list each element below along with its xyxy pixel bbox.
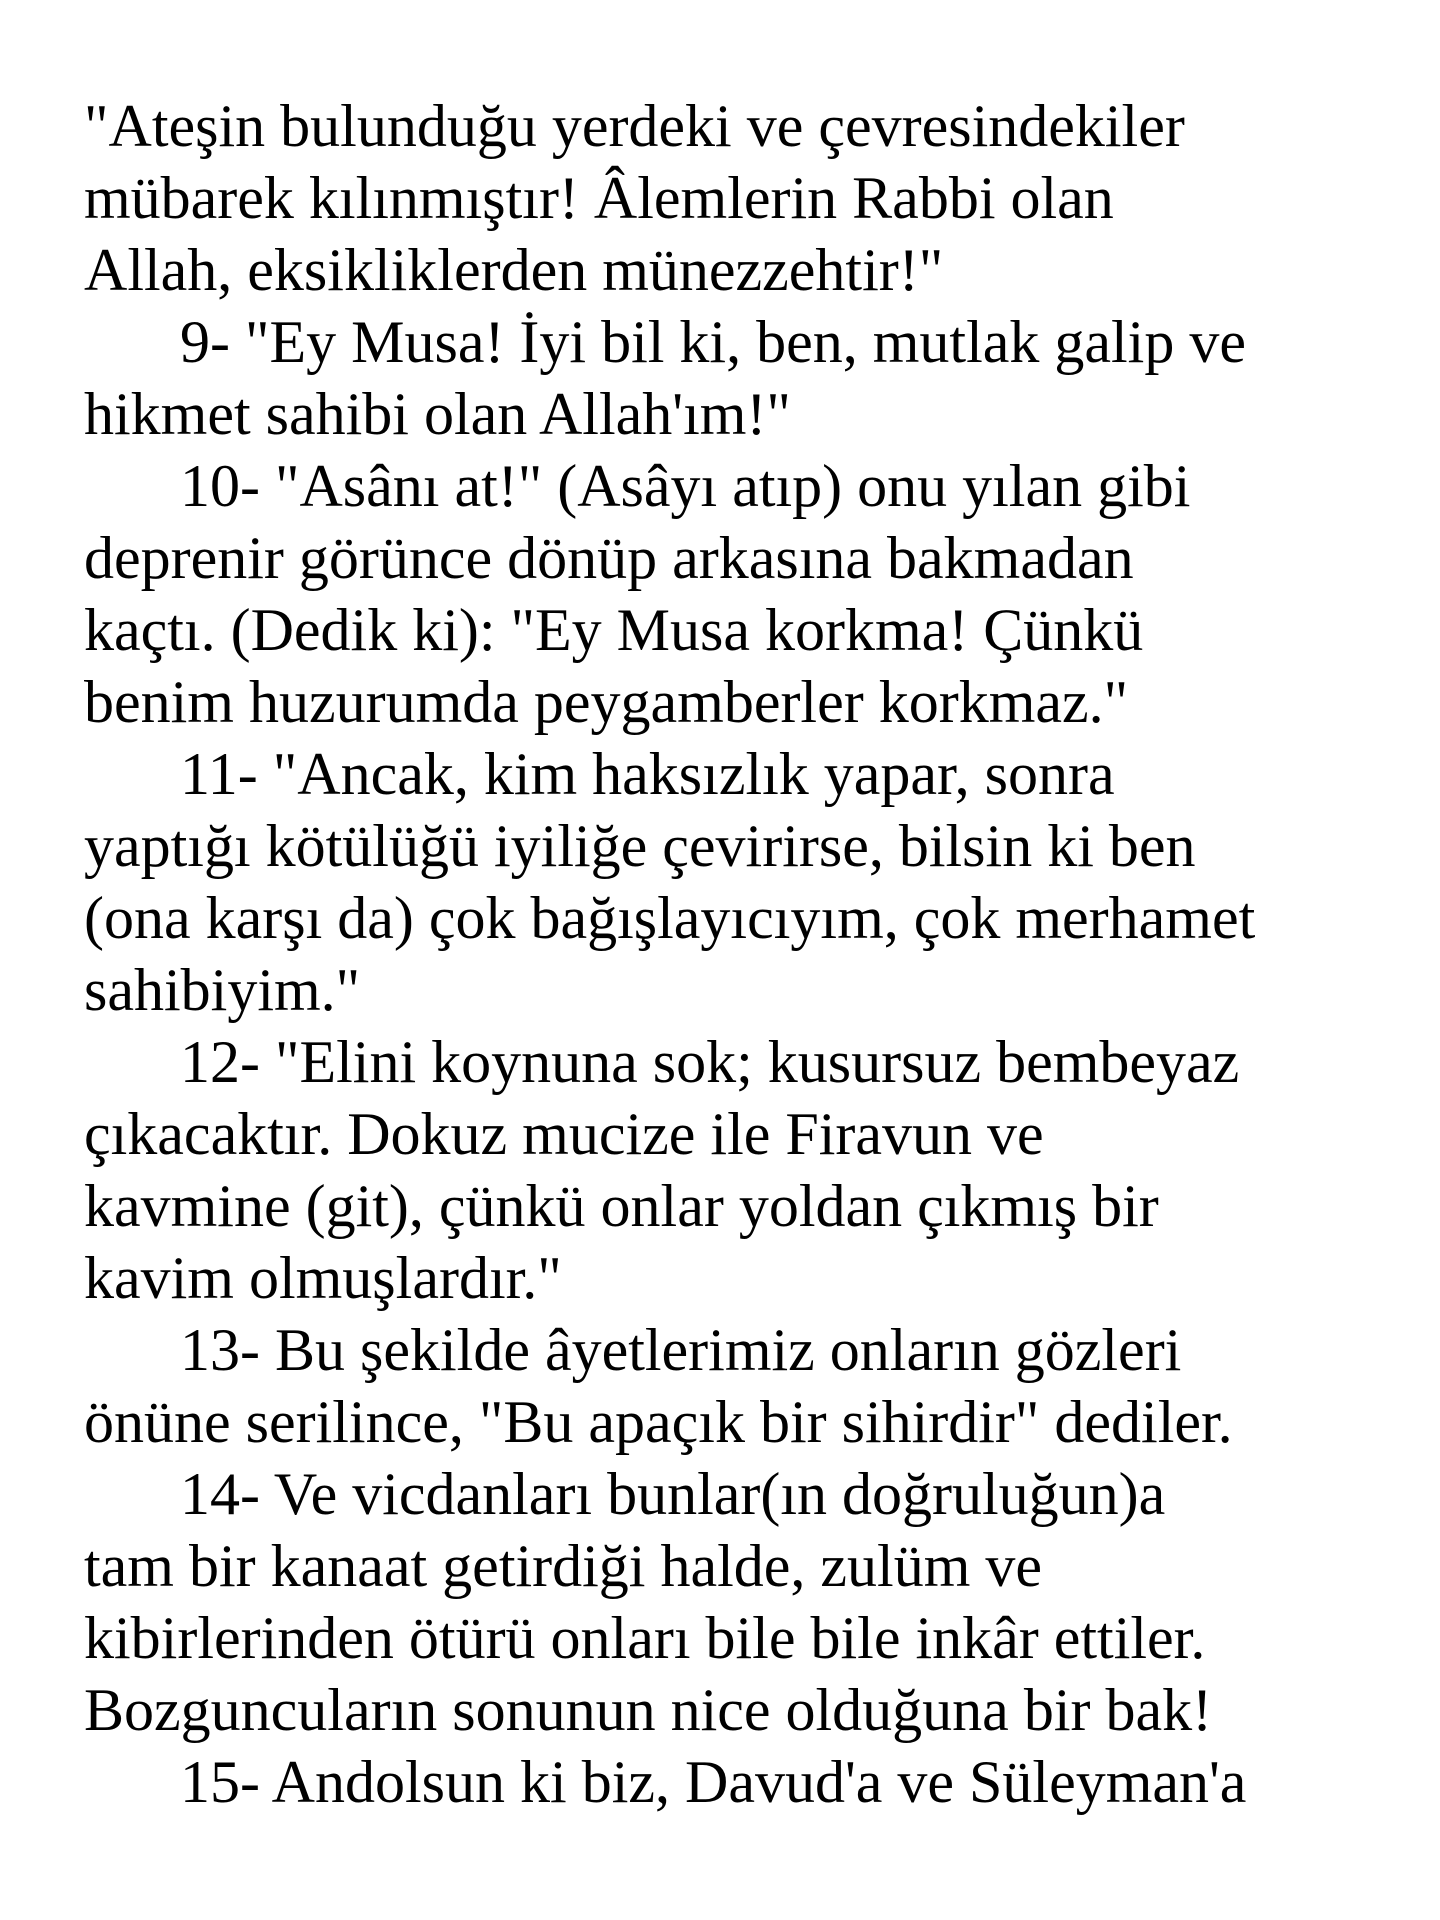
- verse-14-start: 14- Ve vicdanları bunlar(ın doğruluğun)a: [180, 1461, 1166, 1527]
- text-line: (ona karşı da) çok bağışlayıcıyım, çok merhamet: [84, 885, 1256, 951]
- text-line: Bozguncuların sonunun nice olduğuna bir bak!: [84, 1677, 1213, 1743]
- verse-15-start: 15- Andolsun ki biz, Davud'a ve Süleyman'a: [180, 1749, 1247, 1815]
- verse-11-start: 11- "Ancak, kim haksızlık yapar, sonra: [180, 741, 1115, 807]
- verse-10-start: 10- "Asânı at!" (Asâyı atıp) onu yılan gibi: [180, 453, 1191, 519]
- text-line: yaptığı kötülüğü iyiliğe çevirirse, bilsin ki ben: [84, 813, 1196, 879]
- text-line: hikmet sahibi olan Allah'ım!": [84, 381, 791, 447]
- verse-13-start: 13- Bu şekilde âyetlerimiz onların gözleri: [180, 1317, 1182, 1383]
- text-line: kavim olmuşlardır.": [84, 1245, 562, 1311]
- text-line: tam bir kanaat getirdiği halde, zulüm ve: [84, 1533, 1043, 1599]
- text-line: "Ateşin bulunduğu yerdeki ve çevresindekiler: [84, 93, 1185, 159]
- text-line: çıkacaktır. Dokuz mucize ile Firavun ve: [84, 1101, 1044, 1167]
- text-line: mübarek kılınmıştır! Âlemlerin Rabbi olan: [84, 165, 1114, 231]
- text-line: kavmine (git), çünkü onlar yoldan çıkmış bir: [84, 1173, 1159, 1239]
- verse-9-start: 9- "Ey Musa! İyi bil ki, ben, mutlak galip ve: [180, 309, 1246, 375]
- verse-text-block: [84, 90, 1414, 1818]
- text-line: kaçtı. (Dedik ki): "Ey Musa korkma! Çünkü: [84, 597, 1144, 663]
- text-line: kibirlerinden ötürü onları bile bile inkâr ettiler.: [84, 1605, 1206, 1671]
- text-line: önüne serilince, "Bu apaçık bir sihirdir" dediler.: [84, 1389, 1233, 1455]
- text-line: benim huzurumda peygamberler korkmaz.": [84, 669, 1129, 735]
- text-line: Allah, eksikliklerden münezzehtir!": [84, 237, 944, 303]
- text-line: deprenir görünce dönüp arkasına bakmadan: [84, 525, 1134, 591]
- text-line: sahibiyim.": [84, 957, 361, 1023]
- verse-12-start: 12- "Elini koynuna sok; kusursuz bembeyaz: [180, 1029, 1240, 1095]
